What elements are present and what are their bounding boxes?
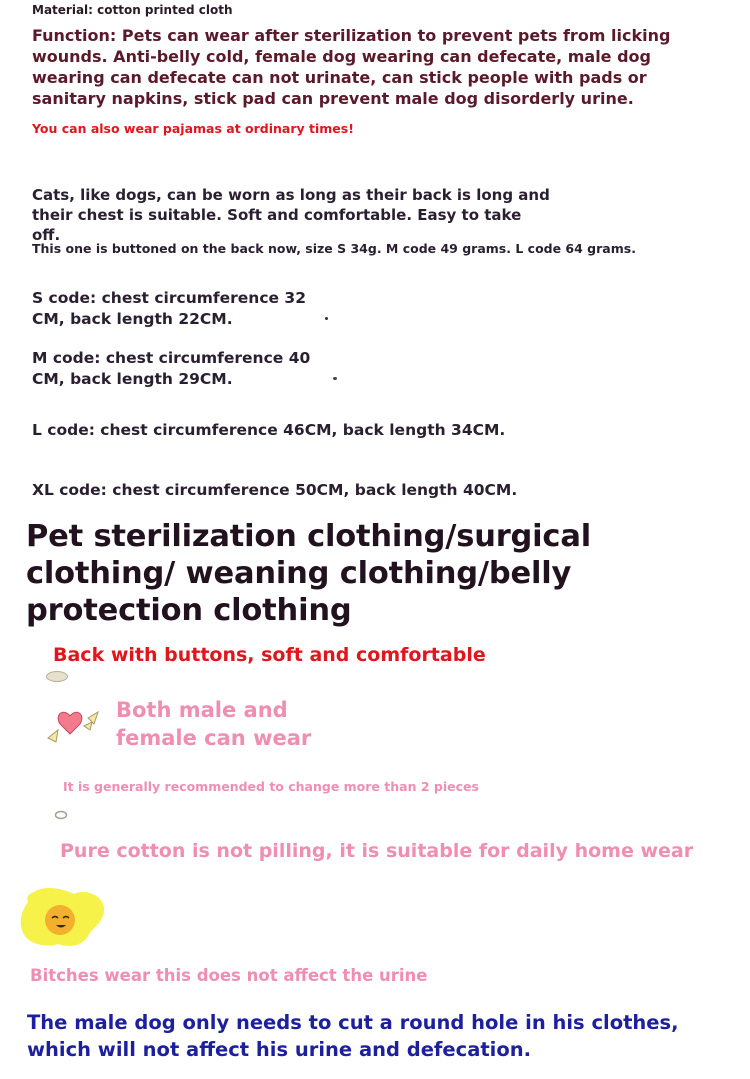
- button-weight-note: This one is buttoned on the back now, size S 34g. M code 49 grams. L code 64 grams.: [32, 241, 636, 256]
- size-l: L code: chest circumference 46CM, back length 34CM.: [32, 421, 506, 439]
- fried-egg-icon: [18, 884, 110, 950]
- heart-wings-icon: [44, 708, 102, 746]
- cats-note: Cats, like dogs, can be worn as long as their back is long and their chest is suitable. Soft and comfortable. Easy to take off.: [32, 186, 550, 244]
- material-label: Material: cotton printed cloth: [32, 3, 233, 17]
- function-description: Function: Pets can wear after sterilization to prevent pets from licking wounds. Anti-belly cold, female dog wearing can defecate, male dog wearing can defecate can not urinate, can stick people with pads or sanitary napkins, stick pad can prevent male dog disorderly urine.: [32, 26, 671, 108]
- feature-male-dog: The male dog only needs to cut a round hole in his clothes, which will not affect his urine and defecation.: [27, 1011, 679, 1061]
- feature-back-buttons: Back with buttons, soft and comfortable: [53, 644, 486, 666]
- size-m: M code: chest circumference 40 CM, back length 29CM.: [32, 349, 311, 388]
- product-headline: Pet sterilization clothing/surgical clothing/ weaning clothing/belly protection clothing: [26, 519, 591, 628]
- oval-sticker-icon: [46, 671, 68, 682]
- feature-pure-cotton: Pure cotton is not pilling, it is suitable for daily home wear: [60, 840, 694, 862]
- feature-recommend: It is generally recommended to change more than 2 pieces: [63, 779, 479, 794]
- speck-dot: [325, 317, 328, 320]
- size-xl: XL code: chest circumference 50CM, back length 40CM.: [32, 481, 518, 499]
- size-s: S code: chest circumference 32 CM, back length 22CM.: [32, 289, 306, 328]
- speck-dot: [333, 377, 337, 380]
- ring-icon: [54, 805, 68, 815]
- pajamas-note: You can also wear pajamas at ordinary times!: [32, 121, 354, 136]
- feature-bitches-urine: Bitches wear this does not affect the urine: [30, 966, 428, 985]
- feature-both-gender: Both male and female can wear: [116, 698, 312, 750]
